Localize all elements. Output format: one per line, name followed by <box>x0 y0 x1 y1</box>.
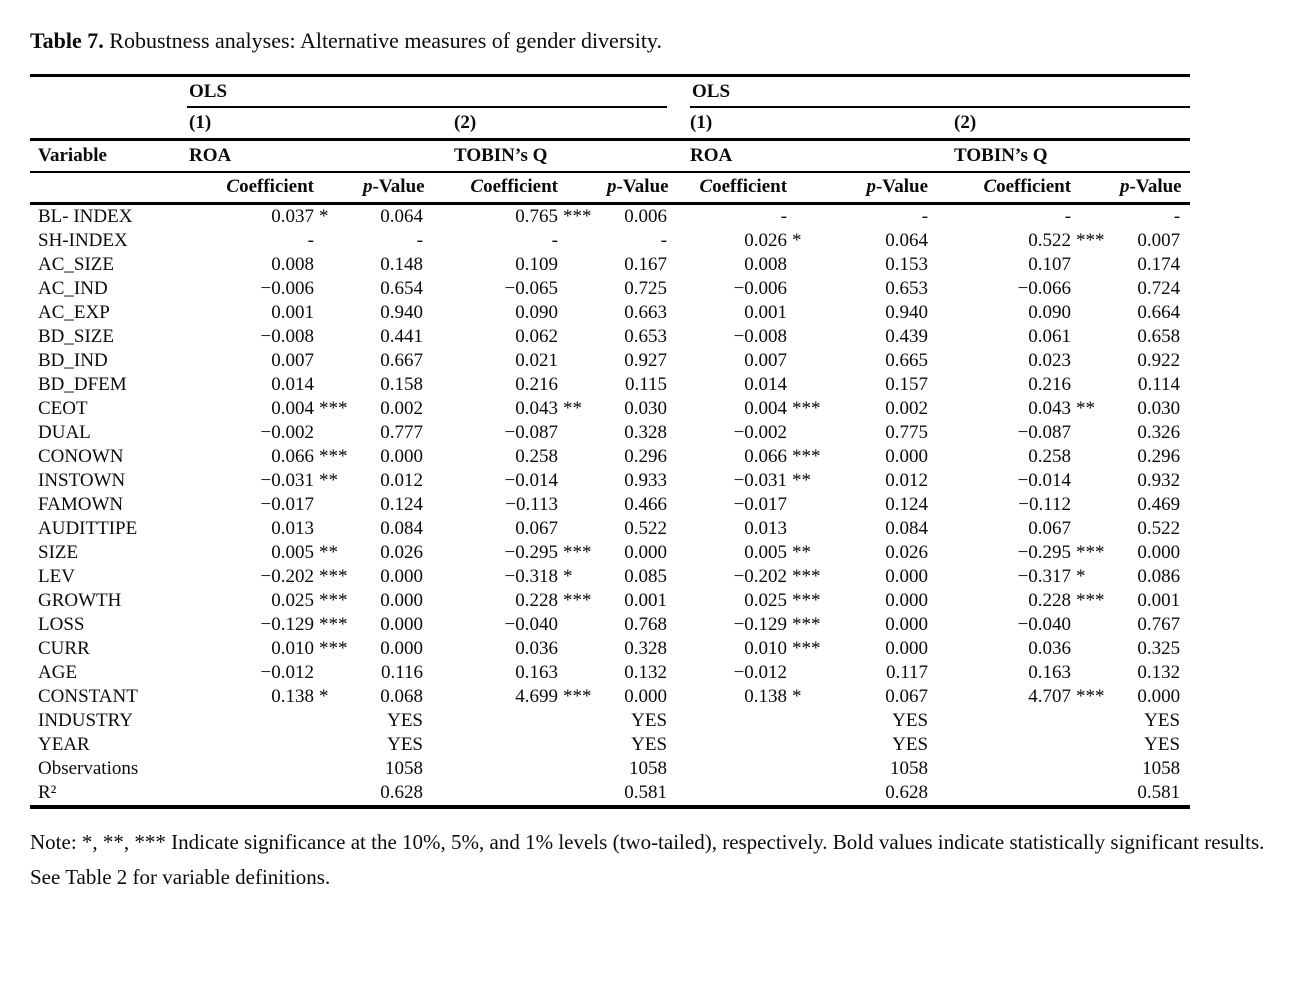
coefficient-cell: −0.066 <box>1017 278 1072 299</box>
p-value-cell: 0.114 <box>1138 374 1181 395</box>
table-body <box>30 204 1190 808</box>
table-row <box>30 685 1190 709</box>
coefficient-cell: - <box>780 206 788 227</box>
model-number-2: (2) <box>440 108 678 140</box>
estimator-label: OLS <box>690 80 1190 108</box>
p-value-cell: 0.012 <box>380 470 423 491</box>
coefficient-cell <box>187 733 363 757</box>
coefficient-cell: 0.216 <box>515 374 558 395</box>
p-value-cell: 0.158 <box>380 374 423 395</box>
p-value-cell: 0.000 <box>1137 542 1181 563</box>
coefficient-cell: 0.258 <box>515 446 558 467</box>
p-value-cell: 0.030 <box>1137 398 1181 419</box>
p-value-cell: - <box>660 230 668 251</box>
p-value-header: p-Value <box>607 172 678 204</box>
p-value-cell: 0.000 <box>885 590 929 611</box>
p-value-cell: 0.664 <box>1137 302 1181 323</box>
coefficient-cell: 0.066 *** <box>271 446 348 467</box>
p-value-header: p-Value <box>1120 172 1190 204</box>
p-value-cell: 0.628 <box>885 782 929 803</box>
p-value-cell: 0.000 <box>885 566 929 587</box>
p-value-cell: YES <box>892 734 929 755</box>
coefficient-cell <box>440 709 607 733</box>
p-value-cell: 0.653 <box>624 326 668 347</box>
coefficient-cell <box>187 781 363 807</box>
coefficient-header: Coefficient <box>187 172 363 204</box>
row-variable-label: AC_IND <box>38 278 108 299</box>
p-value-cell: 0.777 <box>380 422 423 443</box>
coefficient-cell: −0.031 ** <box>260 470 338 491</box>
table-header <box>30 76 1190 204</box>
coefficient-cell: −0.040 <box>504 614 558 635</box>
coefficient-cell: −0.318 * <box>504 566 573 587</box>
table-row <box>30 613 1190 637</box>
row-variable-label: FAMOWN <box>38 494 124 515</box>
p-value-cell: 0.084 <box>380 518 423 539</box>
p-value-cell: 1058 <box>385 758 423 779</box>
p-value-cell: 0.654 <box>380 278 423 299</box>
row-variable-label: GROWTH <box>38 590 122 611</box>
coefficient-cell: −0.295 *** <box>504 542 592 563</box>
table-row <box>30 589 1190 613</box>
p-value-cell: 0.001 <box>1137 590 1181 611</box>
p-value-cell: 0.174 <box>1137 254 1181 275</box>
row-variable-label: INDUSTRY <box>38 710 134 731</box>
p-value-cell: 0.000 <box>885 446 929 467</box>
regression-table <box>30 74 1190 809</box>
coefficient-cell: 0.216 <box>1028 374 1072 395</box>
table-row <box>30 229 1190 253</box>
coefficient-cell: 0.023 <box>1028 350 1072 371</box>
dep-var-tobinsq-2: TOBIN’s Q <box>945 140 1190 173</box>
row-variable-label: CURR <box>38 638 90 659</box>
coefficient-cell <box>945 781 1120 807</box>
coefficient-cell: 0.163 <box>515 662 558 683</box>
coefficient-cell: 0.138 * <box>271 686 329 707</box>
corner-cell <box>30 108 187 140</box>
p-value-cell: 0.132 <box>1137 662 1181 683</box>
row-variable-label: SH-INDEX <box>38 230 128 251</box>
coefficient-cell: 0.005 ** <box>744 542 812 563</box>
table-title-text: Robustness analyses: Alternative measures of gender diversity. <box>109 28 662 53</box>
p-value-cell: 0.026 <box>380 542 423 563</box>
coefficient-cell: - <box>307 230 314 251</box>
p-value-cell: 0.000 <box>380 638 423 659</box>
coefficient-cell: 0.037 * <box>271 206 329 227</box>
p-value-cell: 0.922 <box>1137 350 1181 371</box>
p-value-cell: 0.002 <box>885 398 929 419</box>
coefficient-cell <box>678 733 836 757</box>
variable-column-header: Variable <box>30 140 187 173</box>
p-value-cell: 0.086 <box>1137 566 1181 587</box>
corner-cell <box>30 76 187 109</box>
coefficient-cell: 0.005 ** <box>271 542 338 563</box>
p-value-cell: 0.667 <box>380 350 423 371</box>
model-number-row <box>30 108 1190 140</box>
coefficient-cell: 0.258 <box>1028 446 1072 467</box>
coefficient-cell <box>678 709 836 733</box>
coefficient-cell: 0.067 <box>515 518 558 539</box>
coefficient-header: Coefficient <box>440 172 607 204</box>
p-value-cell: 0.064 <box>885 230 929 251</box>
row-variable-label: Observations <box>38 758 139 779</box>
coefficient-cell <box>440 781 607 807</box>
coefficient-cell: 0.025 *** <box>744 590 821 611</box>
row-variable-label: BD_IND <box>38 350 108 371</box>
coefficient-cell: 0.228 *** <box>1028 590 1105 611</box>
coefficient-cell: −0.002 <box>260 422 314 443</box>
p-value-cell: 0.328 <box>624 638 668 659</box>
p-value-cell: - <box>921 206 929 227</box>
coefficient-cell: 0.765 *** <box>515 206 592 227</box>
row-variable-label: LEV <box>38 566 75 587</box>
estimator-row <box>30 76 1190 109</box>
p-value-cell: 0.006 <box>624 206 668 227</box>
coefficient-cell: 0.013 <box>271 518 314 539</box>
dep-var-roa-1: ROA <box>187 140 440 173</box>
coefficient-cell: −0.112 <box>1018 494 1072 515</box>
table-row <box>30 325 1190 349</box>
coefficient-cell: 0.026 * <box>744 230 802 251</box>
coefficient-cell: 0.062 <box>515 326 558 347</box>
coefficient-cell: 0.090 <box>515 302 558 323</box>
table-row <box>30 253 1190 277</box>
p-value-cell: YES <box>1144 710 1181 731</box>
coefficient-cell: −0.014 <box>504 470 558 491</box>
coefficient-cell: −0.031 ** <box>733 470 812 491</box>
coefficient-cell: −0.317 * <box>1017 566 1086 587</box>
coefficient-header: Coefficient <box>945 172 1120 204</box>
coefficient-cell: 0.004 *** <box>744 398 821 419</box>
table-row <box>30 757 1190 781</box>
p-value-cell: 0.439 <box>885 326 929 347</box>
coefficient-cell: 0.025 *** <box>271 590 348 611</box>
p-value-cell: 0.768 <box>624 614 668 635</box>
p-value-cell: 1058 <box>629 758 668 779</box>
p-value-cell: 0.522 <box>1137 518 1181 539</box>
coefficient-cell: 0.036 <box>515 638 558 659</box>
table-row <box>30 349 1190 373</box>
coefficient-cell <box>945 733 1120 757</box>
coefficient-header: Coefficient <box>678 172 836 204</box>
coefficient-cell: 4.699 *** <box>515 686 592 707</box>
coefficient-cell: 0.013 <box>744 518 788 539</box>
coefficient-cell: 0.014 <box>744 374 788 395</box>
p-value-cell: 0.117 <box>885 662 929 683</box>
p-value-cell: 0.581 <box>624 782 668 803</box>
p-value-cell: 0.000 <box>380 446 423 467</box>
p-value-cell: 0.026 <box>885 542 929 563</box>
dep-var-tobinsq-1: TOBIN’s Q <box>440 140 678 173</box>
row-variable-label: YEAR <box>38 734 90 755</box>
coefficient-cell <box>678 757 836 781</box>
coefficient-cell: 0.010 *** <box>744 638 821 659</box>
coefficient-cell: 0.066 *** <box>744 446 821 467</box>
coefficient-cell <box>945 757 1120 781</box>
coefficient-cell: 0.061 <box>1028 326 1072 347</box>
coefficient-cell: −0.017 <box>733 494 788 515</box>
p-value-cell: 0.012 <box>885 470 929 491</box>
coefficient-cell: −0.017 <box>260 494 314 515</box>
row-variable-label: DUAL <box>38 422 91 443</box>
p-value-cell: 0.002 <box>380 398 423 419</box>
coefficient-cell: 0.107 <box>1028 254 1072 275</box>
p-value-cell: 0.663 <box>624 302 668 323</box>
coefficient-cell: −0.295 *** <box>1017 542 1105 563</box>
p-value-cell: 0.085 <box>624 566 668 587</box>
p-value-cell: 0.725 <box>624 278 668 299</box>
measure-header-row <box>30 172 1190 204</box>
p-value-cell: 0.116 <box>380 662 423 683</box>
row-variable-label: AGE <box>38 662 78 683</box>
coefficient-cell: −0.012 <box>733 662 788 683</box>
table-row <box>30 277 1190 301</box>
table-row <box>30 541 1190 565</box>
p-value-cell: 0.000 <box>624 686 668 707</box>
coefficient-cell: −0.040 <box>1017 614 1072 635</box>
p-value-cell: 0.000 <box>380 614 423 635</box>
coefficient-cell: −0.087 <box>1017 422 1072 443</box>
p-value-cell: 0.000 <box>624 542 668 563</box>
coefficient-cell: 0.109 <box>515 254 558 275</box>
p-value-cell: YES <box>387 710 423 731</box>
table-row <box>30 661 1190 685</box>
p-value-cell: 0.932 <box>1137 470 1181 491</box>
row-variable-label: SIZE <box>38 542 79 563</box>
coefficient-cell: 0.090 <box>1028 302 1072 323</box>
model-number-4: (2) <box>945 108 1190 140</box>
p-value-cell: YES <box>1144 734 1181 755</box>
p-value-cell: 0.658 <box>1137 326 1181 347</box>
row-variable-label: AC_SIZE <box>38 254 114 275</box>
p-value-cell: 0.148 <box>380 254 423 275</box>
coefficient-cell: −0.129 *** <box>260 614 348 635</box>
p-value-cell: 0.000 <box>380 590 423 611</box>
model-number-3: (1) <box>678 108 945 140</box>
row-variable-label: INSTOWN <box>38 470 126 491</box>
p-value-cell: 0.000 <box>380 566 423 587</box>
p-value-cell: 0.724 <box>1137 278 1181 299</box>
p-value-cell: 0.000 <box>1137 686 1181 707</box>
p-value-cell: 0.068 <box>380 686 423 707</box>
coefficient-cell <box>440 757 607 781</box>
table-note: Note: *, **, *** Indicate significance at the 10%, 5%, and 1% levels (two-tailed), respectively. Bold values indicate statistically significant results. See Table 2 for variable definitions. <box>30 830 1265 889</box>
coefficient-cell: 0.001 <box>744 302 788 323</box>
coefficient-cell: 0.014 <box>271 374 314 395</box>
p-value-cell: - <box>1173 206 1181 227</box>
coefficient-cell: 0.163 <box>1028 662 1072 683</box>
row-variable-label: BD_DFEM <box>38 374 127 395</box>
p-value-cell: 0.157 <box>885 374 929 395</box>
table-row <box>30 301 1190 325</box>
p-value-cell: 0.767 <box>1137 614 1181 635</box>
coefficient-cell: −0.202 *** <box>260 566 348 587</box>
coefficient-cell: - <box>1064 206 1072 227</box>
coefficient-cell: 0.007 <box>744 350 788 371</box>
estimator-group-1 <box>187 76 678 109</box>
row-variable-label: AUDITTIPE <box>38 518 138 539</box>
table-row <box>30 565 1190 589</box>
p-value-cell: 0.469 <box>1137 494 1181 515</box>
coefficient-cell: −0.006 <box>260 278 314 299</box>
row-variable-label: CONSTANT <box>38 686 138 707</box>
p-value-cell: 0.940 <box>885 302 929 323</box>
dependent-variable-row <box>30 140 1190 173</box>
coefficient-cell: 0.522 *** <box>1028 230 1105 251</box>
coefficient-cell: −0.006 <box>733 278 788 299</box>
p-value-cell: 0.167 <box>624 254 668 275</box>
p-value-cell: 0.296 <box>624 446 668 467</box>
estimator-group-2 <box>678 76 1190 109</box>
p-value-cell: 0.084 <box>885 518 929 539</box>
coefficient-cell <box>440 733 607 757</box>
coefficient-cell: −0.012 <box>260 662 314 683</box>
p-value-cell: YES <box>387 734 423 755</box>
row-variable-label: R² <box>38 782 57 803</box>
p-value-cell: 0.153 <box>885 254 929 275</box>
table-row <box>30 709 1190 733</box>
p-value-cell: 1058 <box>1142 758 1181 779</box>
coefficient-cell: 0.008 <box>744 254 788 275</box>
p-value-cell: 0.940 <box>380 302 423 323</box>
p-value-cell: 0.325 <box>1137 638 1181 659</box>
estimator-label: OLS <box>187 80 667 108</box>
coefficient-cell: −0.014 <box>1017 470 1072 491</box>
p-value-cell: 0.775 <box>885 422 929 443</box>
p-value-cell: 0.030 <box>624 398 668 419</box>
p-value-cell: 0.124 <box>380 494 423 515</box>
p-value-cell: 0.007 <box>1137 230 1181 251</box>
table-row <box>30 781 1190 807</box>
coefficient-cell <box>678 781 836 807</box>
coefficient-cell: 0.004 *** <box>271 398 348 419</box>
p-value-cell: - <box>416 230 423 251</box>
table-row <box>30 421 1190 445</box>
table-row <box>30 493 1190 517</box>
coefficient-cell: 0.010 *** <box>271 638 348 659</box>
p-value-cell: 0.522 <box>624 518 668 539</box>
p-value-cell: 0.441 <box>380 326 423 347</box>
p-value-cell: 0.665 <box>885 350 929 371</box>
p-value-cell: 0.581 <box>1137 782 1181 803</box>
p-value-cell: 0.296 <box>1137 446 1181 467</box>
p-value-cell: 0.326 <box>1137 422 1181 443</box>
p-value-cell: 0.064 <box>380 206 423 227</box>
corner-cell <box>30 172 187 204</box>
p-value-cell: YES <box>892 710 929 731</box>
p-value-header: p-Value <box>363 172 440 204</box>
coefficient-cell: 0.043 ** <box>1028 398 1096 419</box>
table-caption <box>30 26 1268 56</box>
row-variable-label: CONOWN <box>38 446 124 467</box>
coefficient-cell <box>945 709 1120 733</box>
coefficient-cell <box>187 709 363 733</box>
table-row <box>30 469 1190 493</box>
coefficient-cell: 4.707 *** <box>1028 686 1105 707</box>
coefficient-cell: −0.002 <box>733 422 788 443</box>
coefficient-cell: 0.021 <box>515 350 558 371</box>
p-value-cell: 0.001 <box>624 590 668 611</box>
coefficient-cell: 0.001 <box>271 302 314 323</box>
row-variable-label: LOSS <box>38 614 85 635</box>
coefficient-cell: −0.087 <box>504 422 558 443</box>
row-variable-label: BD_SIZE <box>38 326 114 347</box>
p-value-cell: 0.466 <box>624 494 668 515</box>
coefficient-cell: −0.008 <box>733 326 788 347</box>
coefficient-cell: −0.113 <box>505 494 558 515</box>
row-variable-label: BL- INDEX <box>38 206 133 227</box>
coefficient-cell: −0.065 <box>504 278 558 299</box>
table-row <box>30 733 1190 757</box>
table-row <box>30 204 1190 230</box>
p-value-cell: 0.067 <box>885 686 929 707</box>
coefficient-cell: −0.008 <box>260 326 314 347</box>
table-row <box>30 517 1190 541</box>
coefficient-cell: 0.067 <box>1028 518 1072 539</box>
table-row <box>30 397 1190 421</box>
dep-var-roa-2: ROA <box>678 140 945 173</box>
coefficient-cell: 0.008 <box>271 254 314 275</box>
coefficient-cell: 0.138 * <box>744 686 802 707</box>
p-value-header: p-Value <box>836 172 945 204</box>
table-row <box>30 445 1190 469</box>
p-value-cell: 1058 <box>890 758 929 779</box>
row-variable-label: AC_EXP <box>38 302 110 323</box>
coefficient-cell: 0.043 ** <box>515 398 582 419</box>
coefficient-cell: 0.036 <box>1028 638 1072 659</box>
p-value-cell: 0.000 <box>885 638 929 659</box>
p-value-cell: 0.653 <box>885 278 929 299</box>
coefficient-cell: −0.202 *** <box>733 566 821 587</box>
p-value-cell: 0.927 <box>624 350 668 371</box>
p-value-cell: 0.933 <box>624 470 668 491</box>
p-value-cell: 0.000 <box>885 614 929 635</box>
p-value-cell: 0.328 <box>624 422 668 443</box>
coefficient-cell <box>187 757 363 781</box>
table-row <box>30 373 1190 397</box>
p-value-cell: YES <box>631 710 668 731</box>
coefficient-cell: 0.228 *** <box>515 590 592 611</box>
coefficient-cell: −0.129 *** <box>733 614 821 635</box>
p-value-cell: 0.132 <box>624 662 668 683</box>
p-value-cell: 0.124 <box>885 494 929 515</box>
p-value-cell: 0.115 <box>624 374 668 395</box>
model-number-1: (1) <box>187 108 440 140</box>
table-row <box>30 637 1190 661</box>
row-variable-label: CEOT <box>38 398 88 419</box>
coefficient-cell: - <box>551 230 558 251</box>
table-number: Table 7. <box>30 28 104 53</box>
p-value-cell: 0.628 <box>380 782 423 803</box>
coefficient-cell: 0.007 <box>271 350 314 371</box>
p-value-cell: YES <box>631 734 668 755</box>
